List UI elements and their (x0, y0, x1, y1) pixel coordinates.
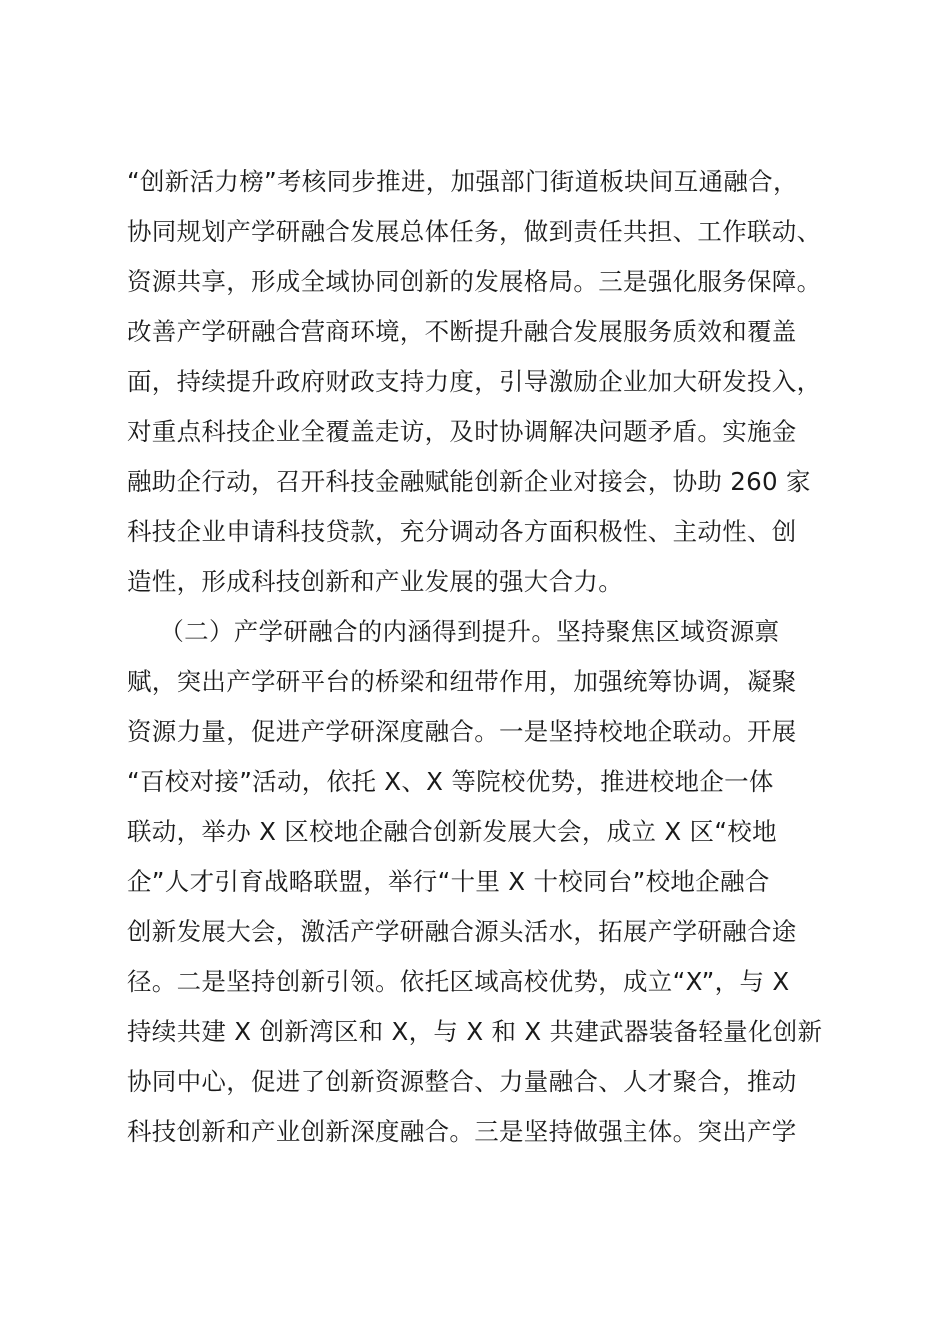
text-line: 改善产学研融合营商环境，不断提升融合发展服务质效和覆盖 (127, 317, 797, 346)
text-line: 径。二是坚持创新引领。依托区域高校优势，成立“X”，与 X (127, 967, 790, 996)
text-line: 创新发展大会，激活产学研融合源头活水，拓展产学研融合途 (127, 917, 797, 946)
text-line: 融助企行动，召开科技金融赋能创新企业对接会，协助 260 家 (127, 467, 811, 496)
text-line: “百校对接”活动，依托 X、X 等院校优势，推进校地企一体 (127, 767, 774, 796)
text-line: 协同规划产学研融合发展总体任务，做到责任共担、工作联动、 (127, 217, 822, 246)
body-text (127, 157, 847, 1157)
text-line: 资源力量，促进产学研深度融合。一是坚持校地企联动。开展 (127, 717, 797, 746)
text-line: 对重点科技企业全覆盖走访，及时协调解决问题矛盾。实施金 (127, 417, 797, 446)
text-line: 企”人才引育战略联盟，举行“十里 X 十校同台”校地企融合 (127, 867, 770, 896)
text-line: 科技创新和产业创新深度融合。三是坚持做强主体。突出产学 (127, 1117, 797, 1146)
text-line: “创新活力榜”考核同步推进，加强部门街道板块间互通融合， (127, 167, 798, 196)
text-line: 赋，突出产学研平台的桥梁和纽带作用，加强统筹协调，凝聚 (127, 667, 797, 696)
section-heading-line: （二）产学研融合的内涵得到提升。坚持聚焦区域资源禀 (127, 617, 780, 646)
text-line: 面，持续提升政府财政支持力度，引导激励企业加大研发投入， (127, 367, 822, 396)
text-line: 科技企业申请科技贷款，充分调动各方面积极性、主动性、创 (127, 517, 797, 546)
text-line: 资源共享，形成全域协同创新的发展格局。三是强化服务保障。 (127, 267, 822, 296)
text-line: 协同中心，促进了创新资源整合、力量融合、人才聚合，推动 (127, 1067, 797, 1096)
text-line: 造性，形成科技创新和产业发展的强大合力。 (127, 567, 623, 596)
text-line: 持续共建 X 创新湾区和 X，与 X 和 X 共建武器装备轻量化创新 (127, 1017, 823, 1046)
text-line: 联动，举办 X 区校地企融合创新发展大会，成立 X 区“校地 (127, 817, 777, 846)
